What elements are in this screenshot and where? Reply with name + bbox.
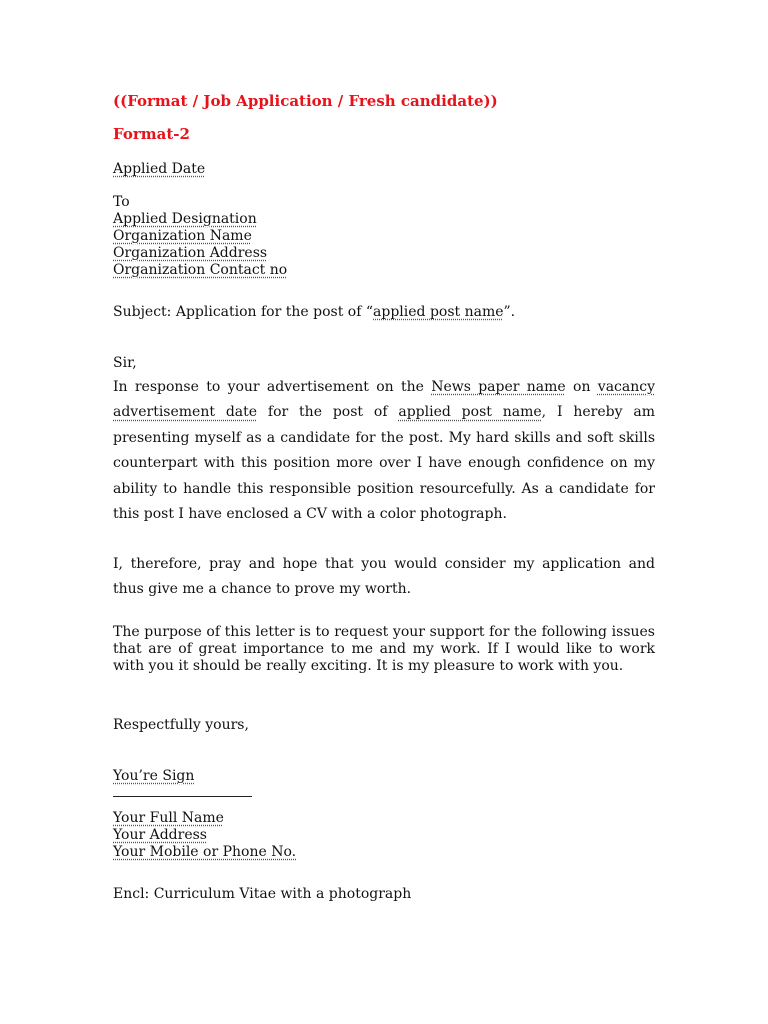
format-number-text: Format-2 xyxy=(113,125,190,143)
recipient-organization-address xyxy=(113,245,267,262)
recipient-organization-contact-text: Organization Contact no xyxy=(113,262,288,278)
format-number xyxy=(113,126,190,143)
body-vacancy-date: vacancy advertisement date xyxy=(113,379,655,421)
subject-prefix: Subject: Application for the post of “ xyxy=(113,304,374,320)
recipient-organization-name xyxy=(113,228,252,245)
salutation-text: Sir, xyxy=(113,355,137,371)
applied-date xyxy=(113,161,205,178)
third-paragraph xyxy=(113,624,655,675)
recipient-designation-text: Applied Designation xyxy=(113,211,257,227)
salutation xyxy=(113,355,137,372)
enclosure xyxy=(113,886,411,903)
subject-suffix: ”. xyxy=(503,304,516,320)
enclosure-text: Encl: Curriculum Vitae with a photograph xyxy=(113,886,412,902)
body-text-4: , I hereby am presenting myself as a candidate for the post. My hard skills and soft skills counterpart with this position more over I have enough confidence on my ability to handle this responsible position resourcefully. As a candidate for this post I have enclosed a CV with a color photograph. xyxy=(113,404,655,523)
format-title xyxy=(113,93,498,110)
sender-phone-text: Your Mobile or Phone No. xyxy=(113,844,297,860)
third-paragraph-text: The purpose of this letter is to request your support for the following issues that are of great importance to me and my work. If I would like to work with you it should be really exciting. It is my pleasure to work with you. xyxy=(113,624,655,674)
body-paragraph xyxy=(113,375,655,527)
sender-full-name xyxy=(113,810,224,827)
second-paragraph xyxy=(113,552,655,603)
signature-text: You’re Sign xyxy=(113,768,195,784)
format-title-text: ((Format / Job Application / Fresh candidate)) xyxy=(113,92,498,110)
body-text-1: In response to your advertisement on the xyxy=(113,379,432,395)
closing xyxy=(113,717,249,734)
body-text-3: for the post of xyxy=(257,404,399,421)
sender-phone xyxy=(113,844,296,861)
closing-text: Respectfully yours, xyxy=(113,717,249,733)
sender-address-text: Your Address xyxy=(113,827,207,843)
body-newspaper: News paper name xyxy=(431,379,566,395)
applied-date-text: Applied Date xyxy=(113,161,206,177)
subject-line xyxy=(113,304,515,321)
recipient-organization-name-text: Organization Name xyxy=(113,228,252,244)
body-text-2: on xyxy=(565,379,598,395)
body-post-name: applied post name xyxy=(398,404,542,421)
subject-post-name: applied post name xyxy=(373,304,504,320)
second-paragraph-text: I, therefore, pray and hope that you would consider my application and thus give me a chance to prove my worth. xyxy=(113,556,655,598)
sender-address xyxy=(113,827,207,844)
recipient-organization-contact xyxy=(113,262,287,279)
recipient-designation xyxy=(113,211,257,228)
signature xyxy=(113,768,194,785)
to-label-text: To xyxy=(113,194,130,210)
recipient-organization-address-text: Organization Address xyxy=(113,245,268,261)
to-label xyxy=(113,194,130,211)
signature-line xyxy=(113,796,252,797)
sender-full-name-text: Your Full Name xyxy=(113,810,224,826)
